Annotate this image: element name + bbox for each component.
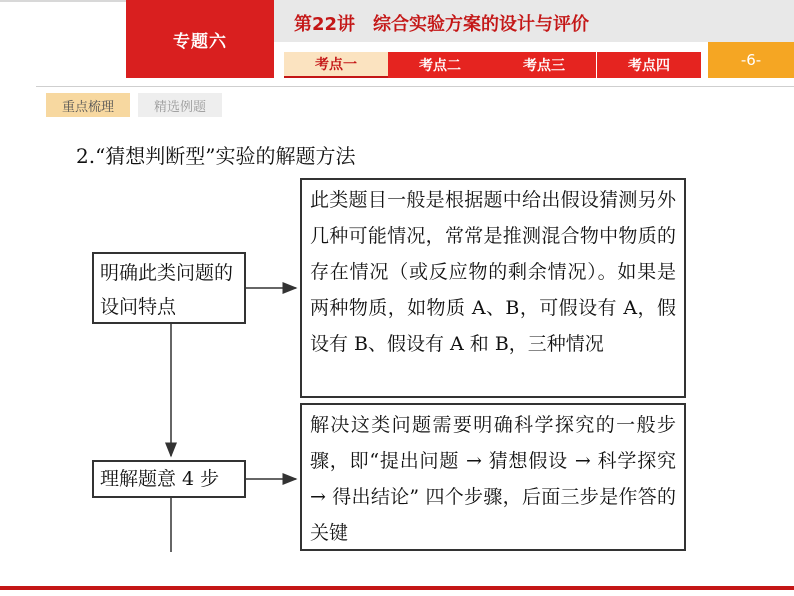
lesson-title: 第22讲 综合实验方案的设计与评价 [294,14,590,35]
right-box-inquiry-steps: 解决这类问题需要明确科学探究的一般步骤，即“提出问题 → 猜想假设 → 科学探究 → 得出结论” 四个步骤，后面三步是作答的关键 [300,403,686,551]
left-box-design-features: 明确此类问题的设问特点 [92,252,246,324]
right-box-hypothesis-description: 此类题目一般是根据题中给出假设猜测另外几种可能情况，常常是推测混合物中物质的存在情况（或反应物的剩余情况）。如果是两种物质，如物质 A、B，可假设有 A，假设有 B、假设有 A 和 B，三种情况 [300,178,686,398]
section-label: 专题六 [126,0,274,78]
bottom-border [0,586,794,590]
tab-kaodian-2[interactable]: 考点二 [388,52,492,78]
tab-kaodian-1[interactable]: 考点一 [284,52,388,78]
section-heading: 2.“猜想判断型”实验的解题方法 [76,144,356,168]
tab-kaodian-4[interactable]: 考点四 [597,52,701,78]
subtab-key-points[interactable]: 重点梳理 [46,93,130,117]
tab-kaodian-3[interactable]: 考点三 [492,52,596,78]
left-box-four-steps: 理解题意 4 步 [92,460,246,498]
page-number: -6- [708,42,794,78]
subtab-selected-examples[interactable]: 精选例题 [138,93,222,117]
